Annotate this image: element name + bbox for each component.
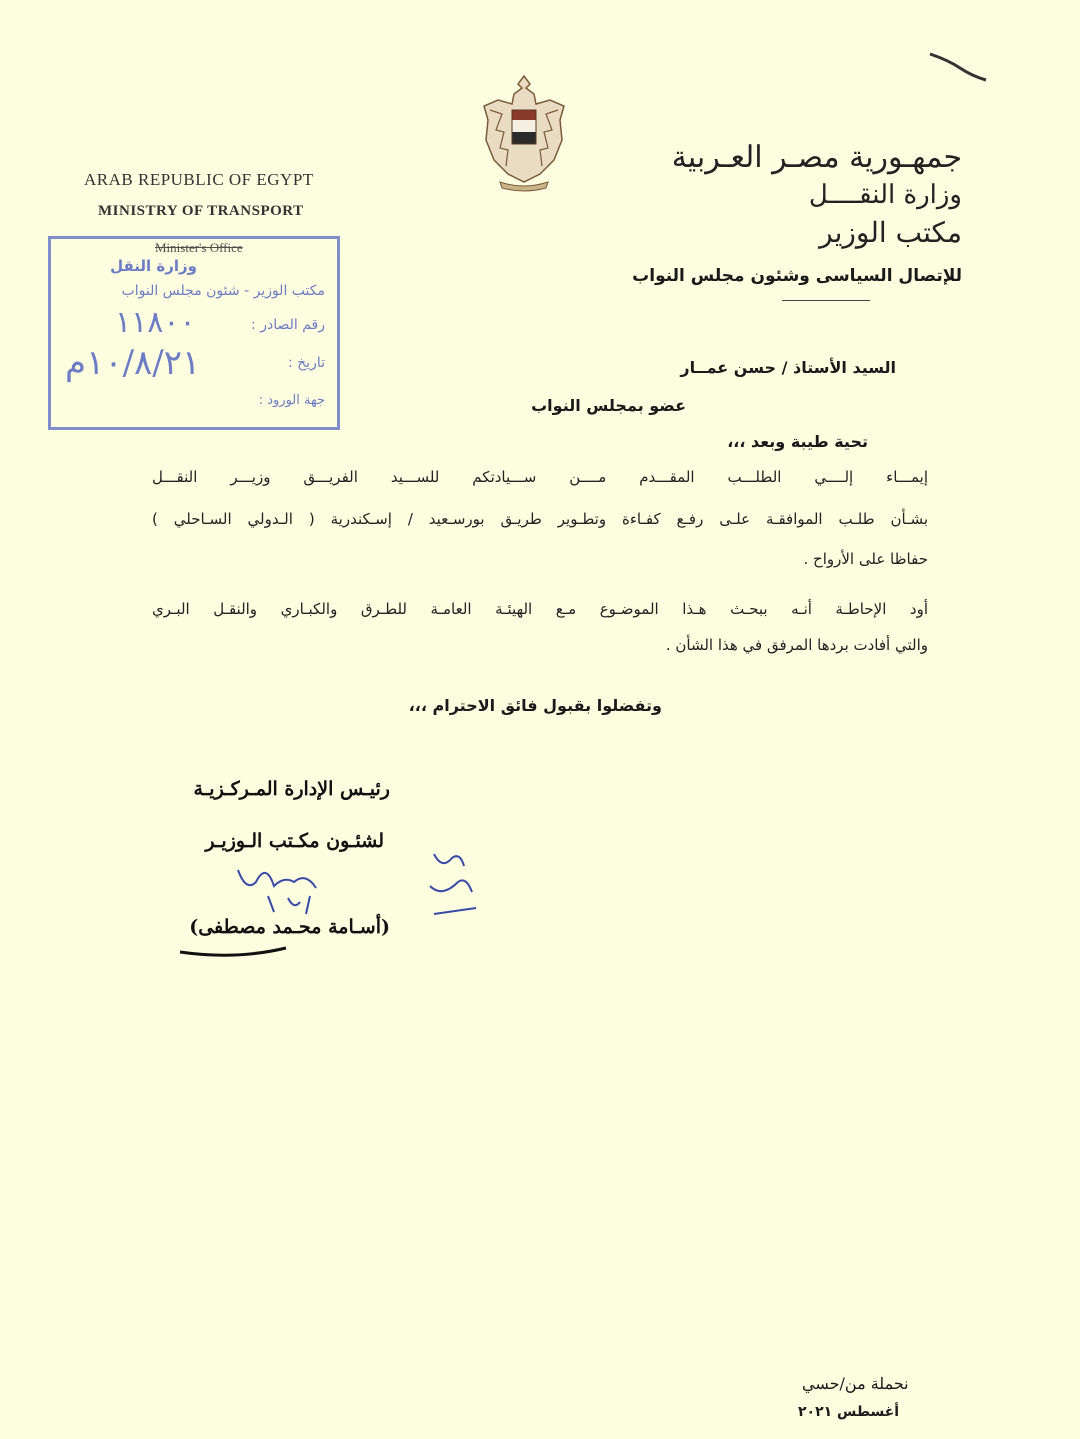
- divider: [782, 300, 870, 301]
- arabic-country-name: جمهـورية مصـر العـربية: [671, 140, 962, 175]
- paragraph-line: إيمـــاء إلــــي الطلـــب المقـــدم مــــن ســـيادتكم للســـيد الفريـــق وزيـــر النقـــل: [152, 468, 928, 486]
- english-ministry-name: MINISTRY OF TRANSPORT: [98, 203, 304, 219]
- closing-line: وتفضلوا بقبول فائق الاحترام ،،،: [408, 696, 662, 715]
- stamp-date-label: تاريخ :: [287, 355, 325, 371]
- signatory-office: لشئـون مكـتب الـوزيـر: [205, 830, 384, 852]
- footer-note: نحملة من/حسي: [802, 1374, 909, 1393]
- paragraph-line: بشـأن طلـب الموافقـة علـى رفـع كفـاءة وتطـوير طريـق بورسـعيد / إسـكندرية ( الـدولي السـاحلي ): [152, 510, 928, 528]
- english-country-name: ARAB REPUBLIC OF EGYPT: [84, 170, 314, 189]
- paragraph-line: والتي أفادت بردها المرفق في هذا الشأن .: [665, 636, 928, 654]
- footer-date: أغسطس ٢٠٢١: [798, 1404, 900, 1420]
- arabic-ministry-name: وزارة النقــــل: [808, 180, 962, 210]
- arabic-department-name: للإتصال السياسى وشئون مجلس النواب: [632, 266, 962, 286]
- addressee-title: عضو بمجلس النواب: [531, 396, 686, 415]
- stamp-number-value: ١١٨٠٠: [115, 305, 196, 340]
- stamp-number-label: رقم الصادر :: [251, 317, 325, 333]
- greeting: تحية طيبة وبعد ،،،: [727, 432, 868, 451]
- stamp-ministry: وزارة النقل: [110, 257, 197, 275]
- eagle-emblem-icon: [478, 70, 570, 192]
- stamp-office: مكتب الوزير - شئون مجلس النواب: [121, 283, 325, 299]
- stamp-date-value: ١٠/٨/٢١م: [65, 343, 201, 383]
- signatory-title: رئيـس الإدارة المـركـزيـة: [193, 778, 390, 800]
- stamp-english-office: Minister's Office: [155, 240, 243, 255]
- handwritten-signature: [176, 852, 506, 962]
- office-stamp: [48, 236, 340, 430]
- stamp-source-label: جهة الورود :: [258, 393, 325, 408]
- addressee-name: السيد الأستاذ / حسن عمــار: [680, 358, 896, 377]
- scribble-mark: [928, 50, 988, 84]
- paragraph-line: حفاظا على الأرواح .: [803, 550, 928, 568]
- arabic-office-name: مكتب الوزير: [819, 216, 962, 249]
- signatory-name: (أسـامة محـمد مصطفى): [189, 916, 390, 938]
- paragraph-line: أود الإحاطـة أنـه ببحـث هـذا الموضـوع مـع الهيئـة العامـة للطـرق والكبـاري والنقـل البـري: [152, 600, 928, 618]
